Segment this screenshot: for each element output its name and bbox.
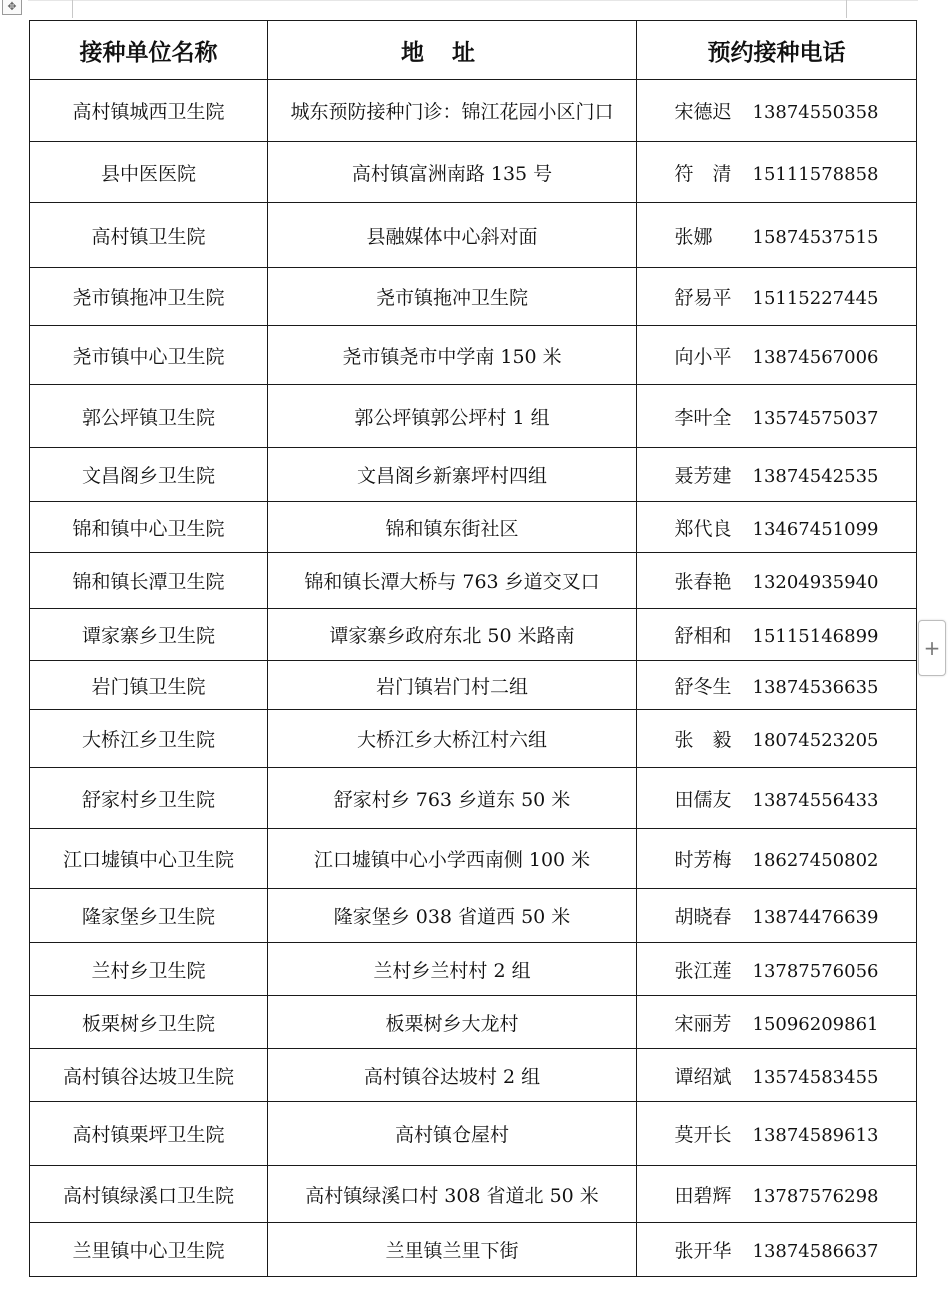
address-cell: 文昌阁乡新寨坪村四组	[268, 448, 637, 502]
contact-phone: 13874476639	[752, 907, 879, 928]
contact-person: 张 毅	[674, 729, 732, 751]
contact-cell	[637, 829, 917, 889]
header-phone: 预约接种电话	[637, 21, 917, 80]
table-row	[30, 1049, 917, 1102]
move-arrows-icon[interactable]: ✥	[2, 0, 22, 15]
unit-name-cell: 江口墟镇中心卫生院	[30, 829, 268, 889]
address-cell: 大桥江乡大桥江村六组	[268, 710, 637, 768]
unit-name-cell: 锦和镇长潭卫生院	[30, 553, 268, 609]
unit-name-cell: 兰里镇中心卫生院	[30, 1223, 268, 1277]
contact-phone: 13874550358	[752, 102, 879, 123]
unit-name-cell: 隆家堡乡卫生院	[30, 889, 268, 943]
table-row	[30, 829, 917, 889]
unit-name-cell: 尧市镇拖冲卫生院	[30, 268, 268, 326]
contact-cell	[637, 203, 917, 268]
address-cell: 高村镇谷达坡村 2 组	[268, 1049, 637, 1102]
unit-name-cell: 高村镇谷达坡卫生院	[30, 1049, 268, 1102]
contact-phone: 15115227445	[752, 288, 879, 309]
contact-person: 田碧辉	[674, 1184, 732, 1207]
column-guide	[72, 0, 73, 18]
contact-phone: 13574583455	[752, 1066, 879, 1088]
contact-cell	[637, 80, 917, 142]
table-row	[30, 326, 917, 385]
contact-person: 田儒友	[674, 788, 732, 811]
unit-name-cell: 郭公坪镇卫生院	[30, 385, 268, 448]
contact-phone: 15096209861	[752, 1013, 879, 1035]
contact-cell	[637, 268, 917, 326]
address-cell: 高村镇仓屋村	[268, 1102, 637, 1166]
address-cell: 锦和镇东街社区	[268, 502, 637, 553]
contact-cell	[637, 1102, 917, 1166]
table-row	[30, 609, 917, 661]
contact-phone: 13874567006	[752, 346, 879, 368]
contact-cell	[637, 326, 917, 385]
column-guide	[846, 0, 847, 18]
unit-name-cell: 板栗树乡卫生院	[30, 996, 268, 1049]
contact-phone: 18074523205	[752, 730, 879, 751]
contact-cell	[637, 448, 917, 502]
contact-person: 宋德迟	[674, 101, 732, 123]
contact-cell	[637, 609, 917, 661]
address-cell: 板栗树乡大龙村	[268, 996, 637, 1049]
contact-person: 张春艳	[674, 571, 732, 593]
table-row	[30, 661, 917, 710]
contact-phone: 13874589613	[752, 1125, 879, 1146]
contact-phone: 13874586637	[752, 1241, 879, 1262]
contact-person: 舒易平	[674, 287, 732, 309]
contact-cell	[637, 385, 917, 448]
address-cell: 岩门镇岩门村二组	[268, 661, 637, 710]
unit-name-cell: 大桥江乡卫生院	[30, 710, 268, 768]
table-row	[30, 943, 917, 996]
contact-cell	[637, 768, 917, 829]
contact-cell	[637, 710, 917, 768]
unit-name-cell: 尧市镇中心卫生院	[30, 326, 268, 385]
unit-name-cell: 高村镇卫生院	[30, 203, 268, 268]
contact-person: 莫开长	[674, 1124, 732, 1146]
table-row	[30, 889, 917, 943]
contact-person: 谭绍斌	[674, 1065, 732, 1088]
address-cell: 县融媒体中心斜对面	[268, 203, 637, 268]
contact-phone: 18627450802	[752, 850, 879, 871]
unit-name-cell: 高村镇城西卫生院	[30, 80, 268, 142]
address-cell: 城东预防接种门诊：锦江花园小区门口	[268, 80, 637, 142]
contact-person: 宋丽芳	[674, 1012, 732, 1035]
contact-person: 时芳梅	[674, 849, 732, 871]
unit-name-cell: 兰村乡卫生院	[30, 943, 268, 996]
header-row	[30, 21, 917, 80]
vaccination-sites-table	[29, 20, 917, 1277]
table-row	[30, 1223, 917, 1277]
contact-phone: 13204935940	[752, 572, 879, 593]
page-top-guide	[28, 0, 918, 1]
contact-phone: 13787576298	[752, 1185, 879, 1207]
contact-cell	[637, 889, 917, 943]
table-row	[30, 553, 917, 609]
contact-phone: 13874556433	[752, 789, 879, 811]
address-cell: 江口墟镇中心小学西南侧 100 米	[268, 829, 637, 889]
contact-person: 向小平	[674, 345, 732, 368]
table-row	[30, 142, 917, 203]
contact-cell	[637, 502, 917, 553]
address-cell: 郭公坪镇郭公坪村 1 组	[268, 385, 637, 448]
contact-person: 李叶全	[674, 406, 732, 429]
address-cell: 高村镇富洲南路 135 号	[268, 142, 637, 203]
contact-phone: 13874536635	[752, 676, 879, 698]
unit-name-cell: 县中医医院	[30, 142, 268, 203]
table-row	[30, 710, 917, 768]
address-cell: 兰村乡兰村村 2 组	[268, 943, 637, 996]
unit-name-cell: 高村镇栗坪卫生院	[30, 1102, 268, 1166]
table-row	[30, 268, 917, 326]
address-cell: 谭家寨乡政府东北 50 米路南	[268, 609, 637, 661]
contact-person: 张娜	[674, 225, 713, 248]
contact-cell	[637, 943, 917, 996]
contact-cell	[637, 142, 917, 203]
address-cell: 尧市镇拖冲卫生院	[268, 268, 637, 326]
contact-person: 符 清	[674, 162, 732, 185]
contact-phone: 15115146899	[752, 626, 879, 647]
address-cell: 高村镇绿溪口村 308 省道北 50 米	[268, 1166, 637, 1223]
contact-cell	[637, 1166, 917, 1223]
contact-phone: 13467451099	[752, 518, 879, 540]
contact-person: 张开华	[674, 1240, 732, 1262]
table-row	[30, 1102, 917, 1166]
address-cell: 舒家村乡 763 乡道东 50 米	[268, 768, 637, 829]
contact-person: 郑代良	[674, 517, 732, 540]
contact-person: 聂芳建	[674, 465, 732, 487]
table-row	[30, 996, 917, 1049]
table-row	[30, 203, 917, 268]
table-row	[30, 448, 917, 502]
contact-phone: 13574575037	[752, 407, 879, 429]
address-cell: 锦和镇长潭大桥与 763 乡道交叉口	[268, 553, 637, 609]
contact-phone: 15874537515	[752, 226, 879, 248]
unit-name-cell: 锦和镇中心卫生院	[30, 502, 268, 553]
table-row	[30, 1166, 917, 1223]
unit-name-cell: 舒家村乡卫生院	[30, 768, 268, 829]
table-row	[30, 768, 917, 829]
unit-name-cell: 高村镇绿溪口卫生院	[30, 1166, 268, 1223]
contact-cell	[637, 553, 917, 609]
add-row-button[interactable]	[918, 620, 946, 676]
contact-person: 张江莲	[674, 959, 732, 982]
table-row	[30, 385, 917, 448]
contact-person: 舒相和	[674, 625, 732, 647]
table-row	[30, 80, 917, 142]
contact-cell	[637, 1223, 917, 1277]
contact-phone: 15111578858	[752, 163, 879, 185]
unit-name-cell: 岩门镇卫生院	[30, 661, 268, 710]
contact-person: 舒冬生	[674, 675, 732, 698]
unit-name-cell: 文昌阁乡卫生院	[30, 448, 268, 502]
contact-cell	[637, 996, 917, 1049]
address-cell: 隆家堡乡 038 省道西 50 米	[268, 889, 637, 943]
unit-name-cell: 谭家寨乡卫生院	[30, 609, 268, 661]
contact-phone: 13787576056	[752, 960, 879, 982]
address-cell: 兰里镇兰里下街	[268, 1223, 637, 1277]
header-address: 地址	[268, 21, 637, 80]
contact-person: 胡晓春	[674, 906, 732, 928]
address-cell: 尧市镇尧市中学南 150 米	[268, 326, 637, 385]
table-row	[30, 502, 917, 553]
contact-cell	[637, 661, 917, 710]
header-unit-name: 接种单位名称	[30, 21, 268, 80]
contact-cell	[637, 1049, 917, 1102]
contact-phone: 13874542535	[752, 466, 879, 487]
plus-icon: +	[923, 636, 941, 660]
